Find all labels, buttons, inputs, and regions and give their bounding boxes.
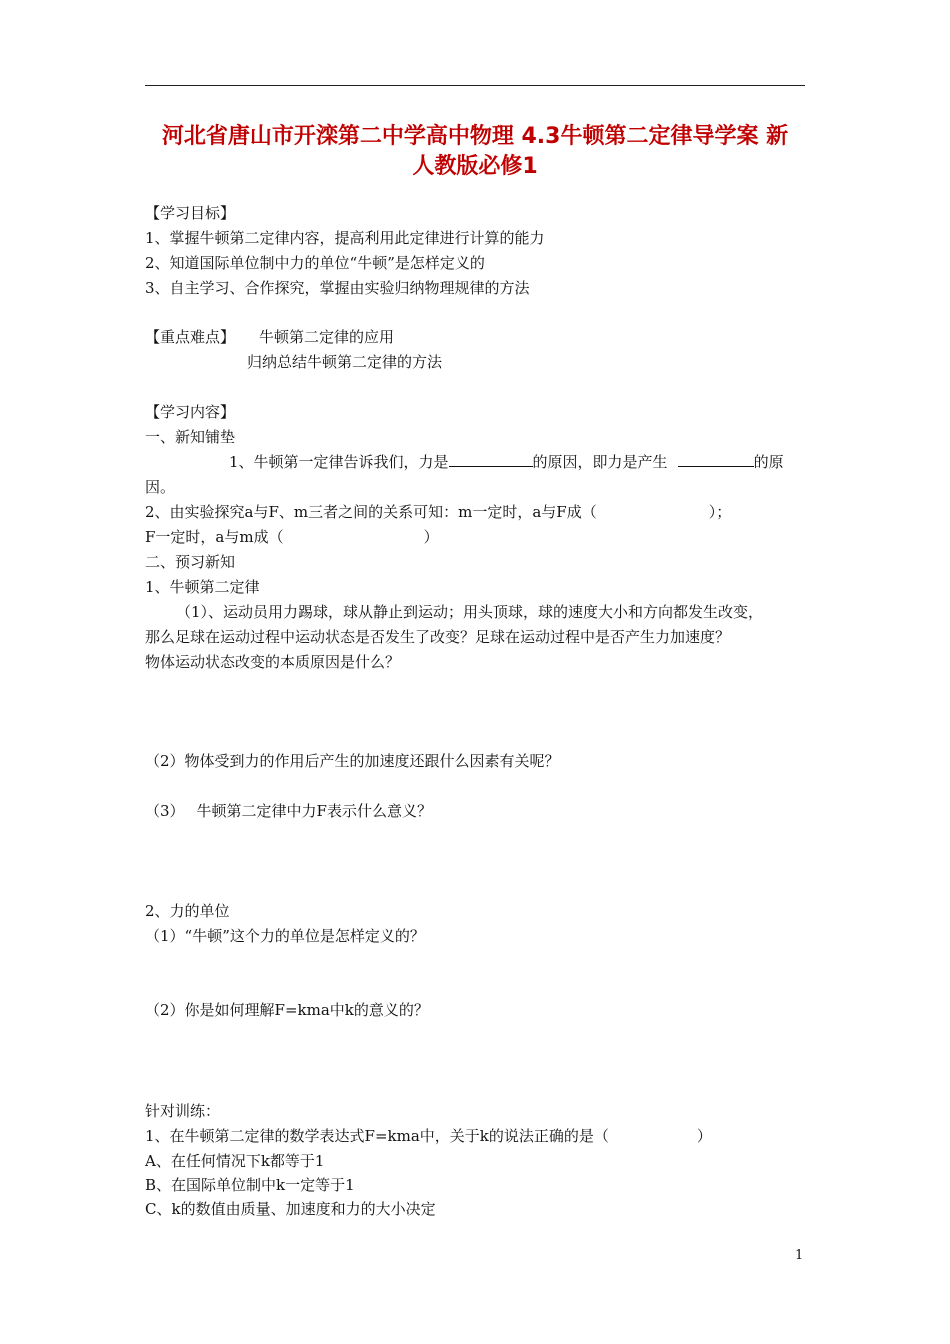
question-row (145, 527, 439, 547)
answer-blank[interactable] (449, 452, 533, 467)
paragraph-line: （2）物体受到力的作用后产生的加速度还跟什么因素有关呢？ (145, 752, 560, 770)
section-heading: 一、新知铺垫 (145, 428, 236, 446)
content-header: 【学习内容】 (145, 403, 236, 421)
question-number: （3） (145, 802, 185, 820)
question-text: 1、牛顿第一定律告诉我们，力是 (229, 453, 449, 471)
goal-item: 2、知道国际单位制中力的单位“牛顿”是怎样定义的 (145, 254, 485, 272)
paragraph-line: 那么足球在运动过程中运动状态是否发生了改变？足球在运动过程中是否产生力加速度？ (145, 628, 731, 646)
question-row (145, 801, 432, 821)
training-header: 针对训练： (145, 1102, 221, 1120)
question-text: 的原因，即力是产生 (532, 453, 668, 471)
paragraph-line: （2）你是如何理解F=kma中k的意义的？ (145, 1001, 429, 1019)
header-rule (145, 85, 805, 86)
paragraph-line: 物体运动状态改变的本质原因是什么？ (145, 653, 401, 671)
question-row (145, 1126, 712, 1146)
key-point-item: 牛顿第二定律的应用 (259, 328, 395, 346)
goal-item: 3、自主学习、合作探究，掌握由实验归纳物理规律的方法 (145, 279, 530, 297)
question-text: 因。 (145, 478, 176, 496)
section-heading: 二、预习新知 (145, 553, 236, 571)
subsection-heading: 2、力的单位 (145, 902, 230, 920)
page-number: 1 (795, 1248, 804, 1263)
question-text: F一定时，a与m成（ (145, 528, 284, 546)
option-c: C、k的数值由质量、加速度和力的大小决定 (145, 1200, 436, 1218)
goal-item: 1、掌握牛顿第二定律内容，提高利用此定律进行计算的能力 (145, 229, 545, 247)
answer-blank[interactable] (678, 452, 754, 467)
question-text: 牛顿第二定律中力F表示什么意义？ (196, 802, 432, 820)
option-a: A、在任何情况下k都等于1 (145, 1152, 325, 1170)
option-b: B、在国际单位制中k一定等于1 (145, 1176, 355, 1194)
question-text: 1、在牛顿第二定律的数学表达式F=kma中，关于k的说法正确的是（ (145, 1127, 609, 1145)
subsection-heading: 1、牛顿第二定律 (145, 578, 260, 596)
question-row (229, 452, 784, 472)
paragraph-line: （1）、运动员用力踢球，球从静止到运动；用头顶球，球的速度大小和方向都发生改变， (176, 603, 764, 621)
document-title-line2: 人教版必修1 (412, 154, 538, 179)
question-row (145, 502, 731, 522)
question-text: 2、由实验探究a与F、m三者之间的关系可知：m一定时，a与F成（ (145, 503, 597, 521)
question-text: ） (423, 528, 439, 546)
paragraph-line: （1）“牛顿”这个力的单位是怎样定义的？ (145, 927, 425, 945)
goals-header: 【学习目标】 (145, 204, 236, 222)
key-points-row (145, 327, 394, 347)
key-points-header: 【重点难点】 (145, 328, 236, 346)
question-text: ） (696, 1127, 712, 1145)
question-text: 的原 (753, 453, 784, 471)
document-title-line1: 河北省唐山市开滦第二中学高中物理 4.3牛顿第二定律导学案 新 (161, 124, 789, 149)
key-point-item: 归纳总结牛顿第二定律的方法 (247, 353, 443, 371)
question-text: ）； (708, 503, 732, 521)
